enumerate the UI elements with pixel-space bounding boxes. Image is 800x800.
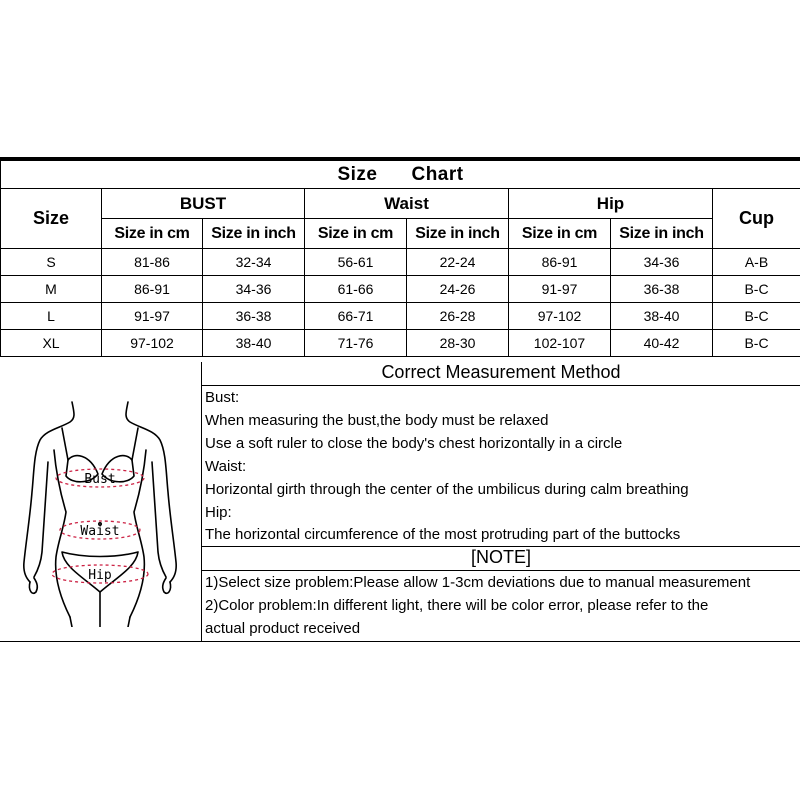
- table-row: [1, 249, 800, 276]
- waist-cm-header: Size in cm: [305, 219, 407, 249]
- table-cell: B-C: [713, 303, 800, 330]
- waist-inch-header: Size in inch: [407, 219, 509, 249]
- table-cell: 56-61: [305, 249, 407, 276]
- table-cell: 97-102: [102, 330, 203, 357]
- table-cell: 26-28: [407, 303, 509, 330]
- table-cell: 36-38: [203, 303, 305, 330]
- method-line: The horizontal circumference of the most protruding part of the buttocks: [205, 526, 681, 543]
- table-cell: XL: [1, 330, 102, 357]
- waist-label: Waist: [80, 524, 120, 539]
- method-line: Hip:: [205, 504, 232, 521]
- table-cell: 22-24: [407, 249, 509, 276]
- table-cell: 38-40: [611, 303, 713, 330]
- method-text-column: [202, 362, 800, 642]
- hip-cm-header: Size in cm: [509, 219, 611, 249]
- body-outline-icon: [14, 392, 186, 627]
- note-line: 1)Select size problem:Please allow 1-3cm deviations due to manual measurement: [205, 574, 751, 591]
- bust-label: Bust: [84, 472, 116, 487]
- divider: [202, 570, 800, 571]
- waist-group-header: Waist: [305, 189, 509, 219]
- table-cell: 91-97: [509, 276, 611, 303]
- note-line: 2)Color problem:In different light, there will be color error, please refer to the: [205, 597, 709, 614]
- body-illustration: [0, 362, 202, 642]
- bust-cm-header: Size in cm: [102, 219, 203, 249]
- chart-title-chart: Chart: [411, 163, 464, 185]
- table-cell: S: [1, 249, 102, 276]
- table-cell: 81-86: [102, 249, 203, 276]
- table-cell: L: [1, 303, 102, 330]
- table-cell: 28-30: [407, 330, 509, 357]
- method-line: When measuring the bust,the body must be relaxed: [205, 412, 549, 429]
- table-row: [1, 276, 800, 303]
- bust-group-header: BUST: [102, 189, 305, 219]
- measurement-section: [0, 362, 800, 642]
- table-cell: B-C: [713, 330, 800, 357]
- table-cell: 66-71: [305, 303, 407, 330]
- table-cell: 91-97: [102, 303, 203, 330]
- table-cell: 24-26: [407, 276, 509, 303]
- table-cell: 86-91: [102, 276, 203, 303]
- method-line: Horizontal girth through the center of the umbilicus during calm breathing: [205, 481, 689, 498]
- table-cell: B-C: [713, 276, 800, 303]
- hip-group-header: Hip: [509, 189, 713, 219]
- table-cell: 97-102: [509, 303, 611, 330]
- method-line: Waist:: [205, 458, 247, 475]
- hip-inch-header: Size in inch: [611, 219, 713, 249]
- table-cell: 40-42: [611, 330, 713, 357]
- chart-title-size: Size: [337, 163, 378, 185]
- bust-inch-header: Size in inch: [203, 219, 305, 249]
- table-cell: 36-38: [611, 276, 713, 303]
- divider: [202, 385, 800, 386]
- table-cell: 34-36: [203, 276, 305, 303]
- table-row: [1, 330, 800, 357]
- method-line: Use a soft ruler to close the body's chest horizontally in a circle: [205, 435, 623, 452]
- table-cell: 32-34: [203, 249, 305, 276]
- table-cell: 38-40: [203, 330, 305, 357]
- table-cell: 34-36: [611, 249, 713, 276]
- table-cell: 102-107: [509, 330, 611, 357]
- hip-label: Hip: [88, 568, 112, 583]
- table-cell: M: [1, 276, 102, 303]
- method-heading: Correct Measurement Method: [381, 362, 621, 382]
- note-heading: [NOTE]: [470, 547, 531, 567]
- table-cell: 86-91: [509, 249, 611, 276]
- cup-column-header: Cup: [713, 189, 800, 249]
- bottom-rule: [0, 641, 800, 642]
- table-cell: A-B: [713, 249, 800, 276]
- size-chart-table: [0, 160, 800, 357]
- table-cell: 71-76: [305, 330, 407, 357]
- size-column-header: Size: [1, 189, 102, 249]
- chart-title: [1, 161, 800, 189]
- table-cell: 61-66: [305, 276, 407, 303]
- method-line: Bust:: [205, 389, 240, 406]
- table-row: [1, 303, 800, 330]
- note-line: actual product received: [205, 620, 361, 637]
